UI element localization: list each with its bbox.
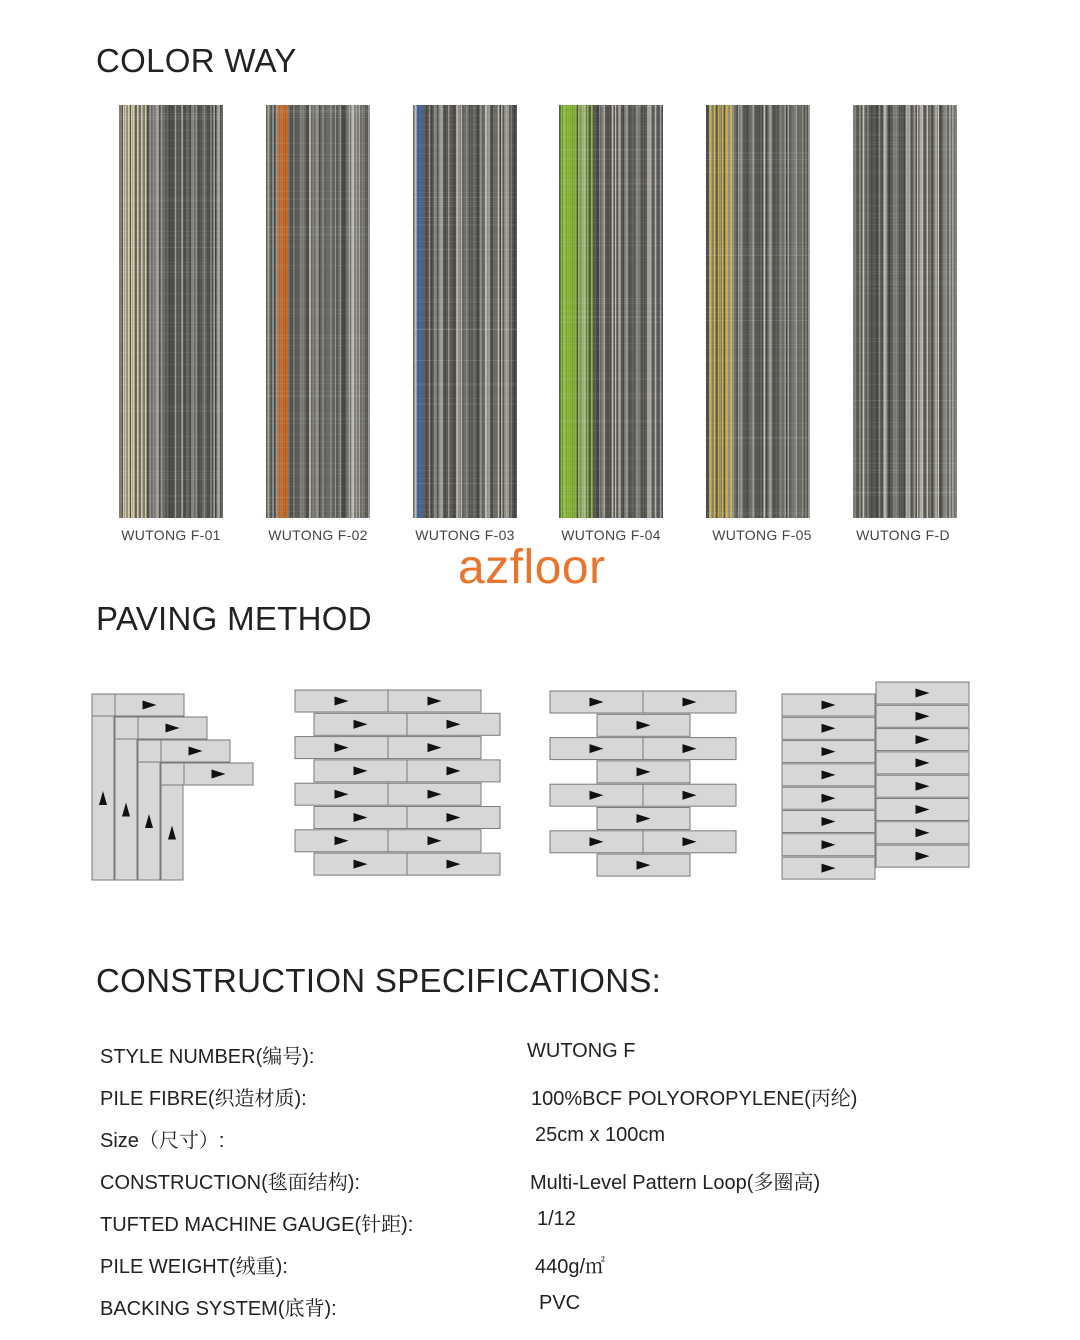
ashlar-pattern [548,690,740,880]
brand-watermark: azfloor [458,541,606,594]
spec-value: 100%BCF POLYOROPYLENE(丙纶) [531,1088,858,1110]
spec-label: PILE FIBRE(织造材质): [100,1088,307,1110]
carpet-swatch-image [853,105,957,518]
swatch-f03 [413,105,517,518]
spec-row-gauge [100,1208,1000,1242]
swatch-f01 [119,105,223,518]
spec-value: WUTONG F [527,1040,636,1062]
swatch-label: WUTONG F-D [856,527,950,543]
herringbone-pattern [88,690,258,885]
spec-value: PVC [539,1292,581,1314]
swatch-label: WUTONG F-04 [561,527,661,543]
spec-value: Multi-Level Pattern Loop(多圈高) [530,1172,821,1194]
paving-method-title: PAVING METHOD [96,600,372,637]
spec-value: 25cm x 100cm [535,1124,666,1146]
swatch-f02 [266,105,370,518]
spec-label: CONSTRUCTION(毯面结构): [100,1172,360,1194]
color-way-title: COLOR WAY [96,42,297,79]
spec-row-backing [100,1292,1000,1326]
spec-value: 1/12 [537,1208,576,1230]
spec-label: PILE WEIGHT(绒重): [100,1256,288,1278]
swatch-f05 [706,105,810,518]
swatch-label: WUTONG F-03 [415,527,515,543]
swatch-f04 [559,105,663,518]
specifications-title: CONSTRUCTION SPECIFICATIONS: [96,962,662,999]
carpet-swatch-image [119,105,223,518]
brick-pattern [293,689,503,879]
swatch-label: WUTONG F-02 [268,527,368,543]
spec-label: STYLE NUMBER(编号): [100,1046,315,1068]
vertical-ashlar-pattern [780,681,972,883]
spec-label: BACKING SYSTEM(底背): [100,1298,337,1320]
spec-label: TUFTED MACHINE GAUGE(针距): [100,1214,414,1236]
carpet-swatch-image [413,105,517,518]
swatch-label: WUTONG F-01 [121,527,221,543]
carpet-swatch-image [706,105,810,518]
spec-row-size [100,1124,1000,1158]
spec-value: 440g/㎡ [535,1256,606,1278]
spec-label: Size（尺寸）: [100,1130,225,1152]
spec-row-style-number [100,1040,1000,1074]
spec-row-construction [100,1166,1000,1200]
spec-row-pile-weight [100,1250,1000,1284]
swatch-label: WUTONG F-05 [712,527,812,543]
spec-row-pile-fibre [100,1082,1000,1116]
carpet-swatch-image [559,105,663,518]
carpet-swatch-image [266,105,370,518]
swatch-fd [853,105,957,518]
